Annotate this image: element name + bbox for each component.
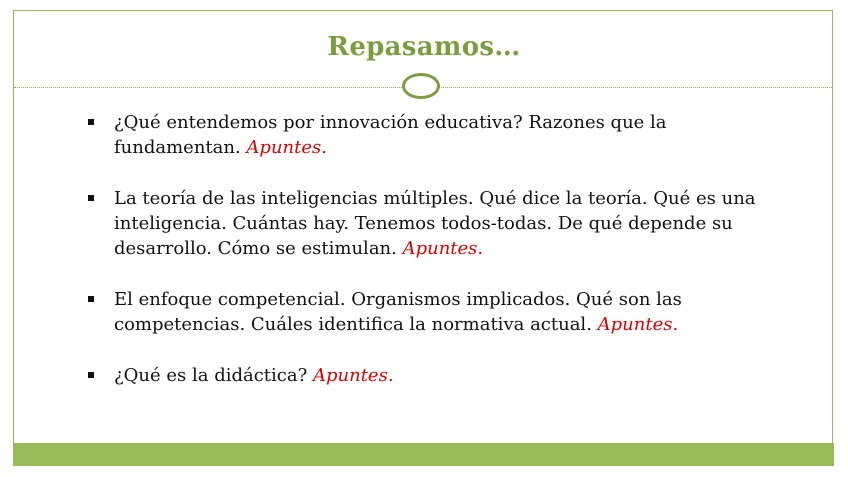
square-bullet-icon — [88, 195, 94, 201]
bullet-item-competencies — [88, 287, 778, 337]
divider-ring-ornament — [402, 73, 440, 99]
bullet-text: El enfoque competencial. Organismos implicados. Qué son las competencias. Cuáles identifica la normativa actual. — [114, 289, 682, 335]
notes-link: Apuntes. — [246, 137, 327, 158]
slide-title: Repasamos… — [327, 32, 521, 62]
notes-link: Apuntes. — [312, 365, 394, 386]
square-bullet-icon — [88, 372, 94, 378]
bullet-list — [88, 110, 778, 414]
bullet-item-didactics — [88, 363, 778, 388]
square-bullet-icon — [88, 296, 94, 302]
bullet-text: La teoría de las inteligencias múltiples. Qué dice la teoría. Qué es una inteligencia. Cuántas hay. Tenemos todos-todas. De qué depende su desarrollo. Cómo se estimulan. — [114, 188, 756, 259]
bullet-item-multiple-intelligences — [88, 186, 778, 261]
bullet-item-innovation — [88, 110, 778, 160]
square-bullet-icon — [88, 119, 94, 125]
notes-link: Apuntes. — [597, 314, 679, 335]
bullet-text: ¿Qué entendemos por innovación educativa? Razones que la fundamentan. — [114, 112, 667, 158]
footer-accent-bar — [13, 443, 834, 466]
bullet-text: ¿Qué es la didáctica? — [114, 365, 313, 386]
notes-link: Apuntes. — [402, 238, 484, 259]
